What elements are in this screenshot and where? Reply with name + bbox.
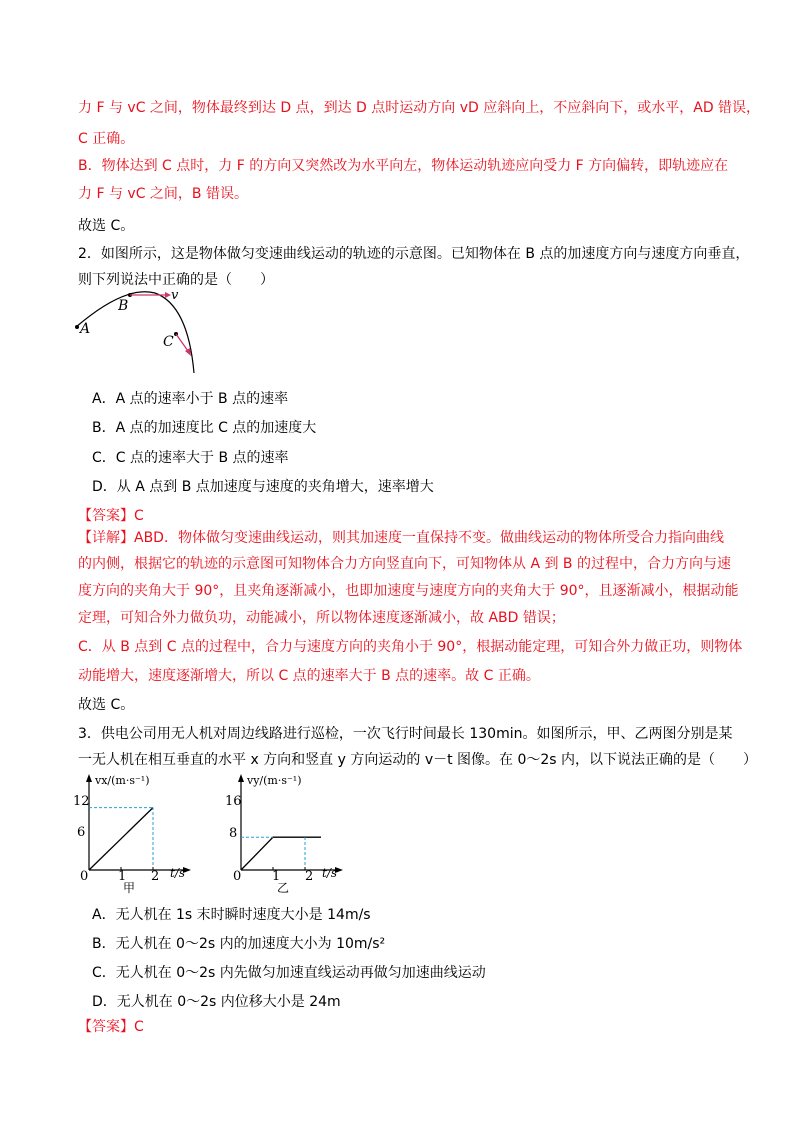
question-stem: 一无人机在相互垂直的水平 x 方向和竖直 y 方向运动的 v－t 图像。在 0～2s 内，以下说法正确的是（ ） [78,752,758,768]
label-c: C [163,334,174,350]
option-a: A．无人机在 1s 末时瞬时速度大小是 14m/s [92,907,371,923]
detail-text: ABD．物体做匀变速曲线运动，则其加速度一直保持不变。做曲线运动的物体所受合力指向曲线 [134,530,724,546]
y-tick-6: 6 [77,825,86,840]
question-stem: 2．如图所示，这是物体做匀变速曲线运动的轨迹的示意图。已知物体在 B 点的加速度方向与速度方向垂直， [78,246,750,262]
option-c: C．C 点的速率大于 B 点的速率 [92,450,289,466]
label-a: A [80,321,91,337]
x-axis-label: t/s [170,866,186,880]
option-c: C．无人机在 0～2s 内先做匀加速直线运动再做匀加速曲线运动 [92,965,486,981]
option-b: B．无人机在 0～2s 内的加速度大小为 10m/s² [92,936,386,952]
answer-tag: 【答案】 [78,1019,134,1035]
x-tick-1: 1 [272,869,281,884]
chart-caption: 甲 [123,881,136,895]
detail-line: 的内侧，根据它的轨迹的示意图可知物体合力方向竖直向下，可知物体从 A 到 B 的过程中，合力方向与速 [78,556,731,572]
x-tick-0: 0 [80,869,89,884]
y-axis-arrowhead [238,774,244,782]
detail-line: C．从 B 点到 C 点的过程中，合力与速度方向的夹角小于 90°，根据动能定理，可知合外力做正功，则物体 [78,639,743,655]
option-b: B．A 点的加速度比 C 点的加速度大 [92,420,317,436]
option-d: D．从 A 点到 B 点加速度与速度的夹角增大，速率增大 [92,479,434,495]
y-tick-16: 16 [225,794,242,809]
explanation-line: 力 F 与 vC 之间，B 错误。 [78,186,248,202]
answer-value: C [134,508,144,524]
explanation-line: C 正确。 [78,131,135,147]
answer-line [78,1017,144,1037]
detail-line: 定理，可知合外力做负功，动能减小，所以物体速度逐渐减小，故 ABD 错误； [78,610,565,626]
x-tick-2: 2 [305,869,314,884]
trajectory-figure [70,285,230,380]
x-axis-label: t/s [322,866,338,880]
option-a: A．A 点的速率小于 B 点的速率 [92,391,289,407]
velocity-arrowhead-c [185,348,191,356]
y-tick-12: 12 [73,794,90,809]
answer-value: C [134,1019,144,1035]
explanation-line: 力 F 与 vC 之间，物体最终到达 D 点，到达 D 点时运动方向 vD 应斜向上，不应斜向下，或水平，AD 错误， [78,100,761,116]
y-tick-8: 8 [229,826,238,841]
x-tick-1: 1 [118,869,127,884]
chart-caption: 乙 [277,881,290,895]
label-v: v [171,288,179,303]
question-stem: 3．供电公司用无人机对周边线路进行巡检，一次飞行时间最长 130min。如图所示，甲、乙两图分别是某 [78,726,733,742]
chart-yi [225,772,365,897]
chart-jia [75,772,215,897]
detail-tag: 【详解】 [78,530,134,546]
detail-line: 动能增大，速度逐渐增大，所以 C 点的速率大于 B 点的速率。故 C 正确。 [78,668,540,684]
y-axis-label: vx/(m·s⁻¹) [95,774,150,787]
series-line [241,837,321,870]
detail-line [78,528,724,548]
y-axis-label: vy/(m·s⁻¹) [247,774,302,787]
point-a [75,325,79,329]
y-axis-arrowhead [86,774,92,782]
series-line [89,808,153,870]
conclusion-text: 故选 C。 [78,218,135,234]
answer-line [78,506,144,526]
velocity-arrow-c [176,334,188,351]
label-b: B [118,298,129,314]
answer-tag: 【答案】 [78,508,134,524]
x-tick-0: 0 [233,869,242,884]
explanation-line: B．物体达到 C 点时，力 F 的方向又突然改为水平向左，物体运动轨迹应向受力 F 方向偏转，即轨迹应在 [78,158,729,174]
conclusion-text: 故选 C。 [78,697,135,713]
option-d: D．无人机在 0～2s 内位移大小是 24m [92,994,341,1010]
x-tick-2: 2 [151,869,160,884]
question-stem: 则下列说法中正确的是（ ） [78,272,274,288]
detail-line: 度方向的夹角大于 90°，且夹角逐渐减小，也即加速度与速度方向的夹角大于 90°，且逐渐减小，根据动能 [78,583,739,599]
